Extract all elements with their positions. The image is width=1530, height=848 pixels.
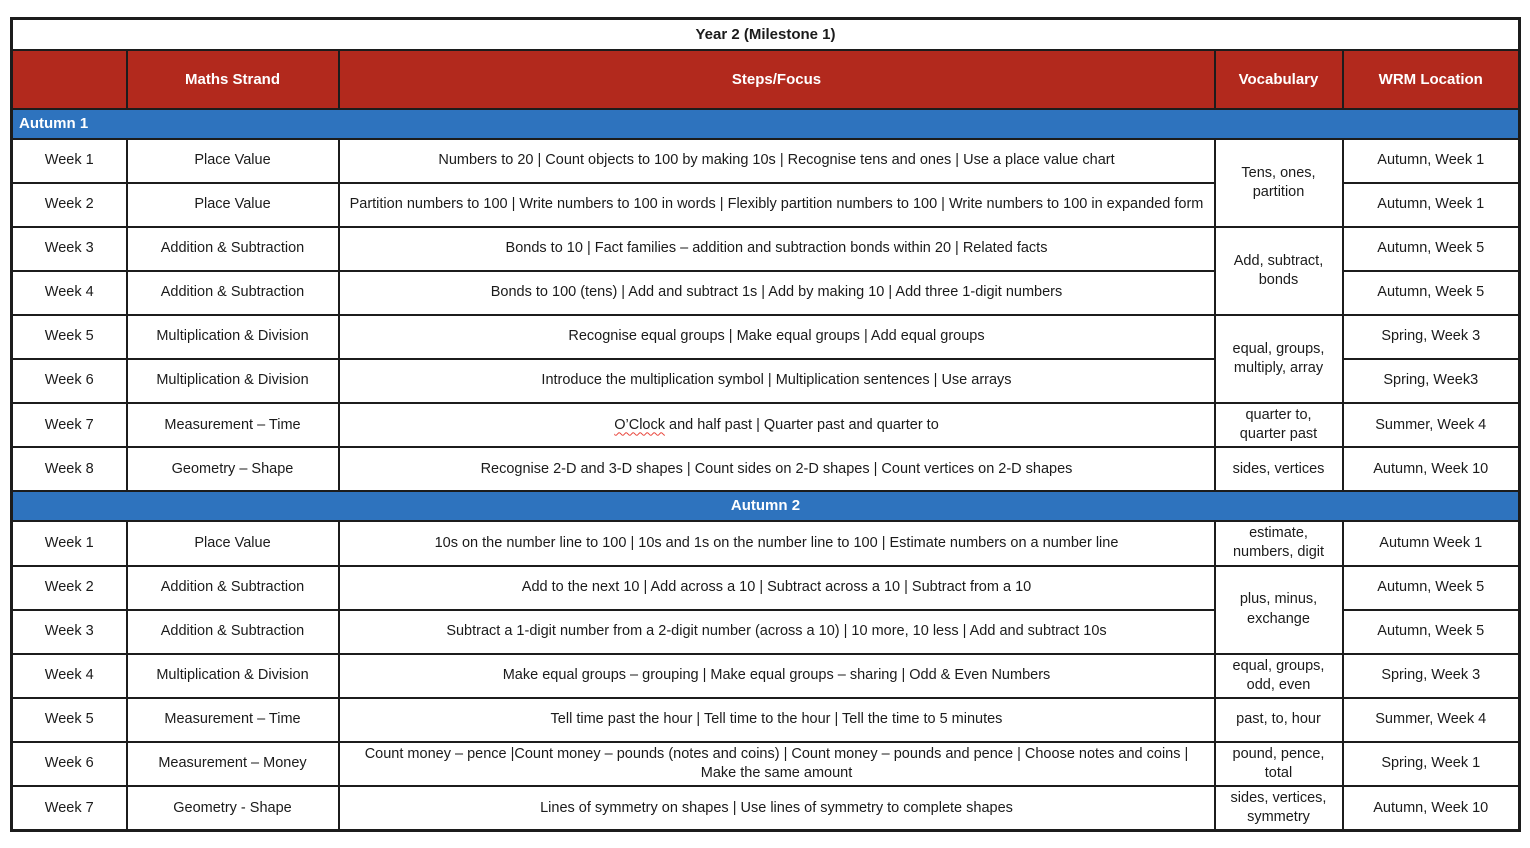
week-cell: Week 2: [12, 566, 127, 610]
section-header-autumn-1: Autumn 1: [12, 109, 1520, 139]
strand-cell: Multiplication & Division: [127, 315, 339, 359]
strand-cell: Multiplication & Division: [127, 359, 339, 403]
strand-cell: Geometry - Shape: [127, 786, 339, 831]
steps-cell: Bonds to 100 (tens) | Add and subtract 1s | Add by making 10 | Add three 1-digit numbers: [339, 271, 1215, 315]
steps-cell: Partition numbers to 100 | Write numbers to 100 in words | Flexibly partition numbers to 100 | Write numbers to 100 in expanded form: [339, 183, 1215, 227]
strand-cell: Measurement – Time: [127, 403, 339, 447]
table-row: [12, 566, 1520, 610]
column-header-row: [12, 50, 1520, 109]
steps-text: and half past | Quarter past and quarter to: [664, 416, 939, 433]
wrm-cell: Autumn, Week 10: [1343, 447, 1520, 491]
steps-cell: Recognise equal groups | Make equal groups | Add equal groups: [339, 315, 1215, 359]
strand-cell: Addition & Subtraction: [127, 227, 339, 271]
steps-cell: Count money – pence |Count money – pounds (notes and coins) | Count money – pounds and pence | Choose notes and coins | Make the same amount: [339, 742, 1215, 786]
steps-cell: Numbers to 20 | Count objects to 100 by making 10s | Recognise tens and ones | Use a place value chart: [339, 139, 1215, 183]
vocab-cell: quarter to, quarter past: [1215, 403, 1343, 447]
vocab-cell: sides, vertices: [1215, 447, 1343, 491]
week-cell: Week 4: [12, 271, 127, 315]
strand-cell: Geometry – Shape: [127, 447, 339, 491]
week-cell: Week 6: [12, 359, 127, 403]
steps-cell: [339, 403, 1215, 447]
strand-cell: Addition & Subtraction: [127, 271, 339, 315]
steps-cell: Tell time past the hour | Tell time to the hour | Tell the time to 5 minutes: [339, 698, 1215, 742]
column-header-vocabulary: Vocabulary: [1215, 50, 1343, 109]
steps-cell: 10s on the number line to 100 | 10s and 1s on the number line to 100 | Estimate numbers on a number line: [339, 521, 1215, 565]
week-cell: Week 5: [12, 698, 127, 742]
week-cell: Week 4: [12, 654, 127, 698]
strand-cell: Measurement – Money: [127, 742, 339, 786]
wrm-cell: Summer, Week 4: [1343, 698, 1520, 742]
vocab-cell: equal, groups, multiply, array: [1215, 315, 1343, 403]
table-row: [12, 521, 1520, 565]
column-header-wrm-location: WRM Location: [1343, 50, 1520, 109]
vocab-cell: plus, minus, exchange: [1215, 566, 1343, 654]
vocab-cell: equal, groups, odd, even: [1215, 654, 1343, 698]
steps-cell: Subtract a 1-digit number from a 2-digit number (across a 10) | 10 more, 10 less | Add and subtract 10s: [339, 610, 1215, 654]
table-row: [12, 698, 1520, 742]
wrm-cell: Autumn, Week 5: [1343, 227, 1520, 271]
steps-cell: Add to the next 10 | Add across a 10 | Subtract across a 10 | Subtract from a 10: [339, 566, 1215, 610]
page-title: Year 2 (Milestone 1): [12, 19, 1520, 51]
column-header-steps-focus: Steps/Focus: [339, 50, 1215, 109]
wrm-cell: Spring, Week 3: [1343, 315, 1520, 359]
wrm-cell: Summer, Week 4: [1343, 403, 1520, 447]
week-cell: Week 7: [12, 786, 127, 831]
strand-cell: Measurement – Time: [127, 698, 339, 742]
steps-cell: Make equal groups – grouping | Make equal groups – sharing | Odd & Even Numbers: [339, 654, 1215, 698]
table-row: [12, 403, 1520, 447]
misspelled-word: O’Clock: [614, 416, 665, 433]
wrm-cell: Autumn, Week 5: [1343, 566, 1520, 610]
strand-cell: Place Value: [127, 139, 339, 183]
week-cell: Week 1: [12, 139, 127, 183]
section-row: [12, 109, 1520, 139]
column-header-maths-strand: Maths Strand: [127, 50, 339, 109]
title-row: [12, 19, 1520, 51]
steps-cell: Bonds to 10 | Fact families – addition and subtraction bonds within 20 | Related facts: [339, 227, 1215, 271]
week-cell: Week 8: [12, 447, 127, 491]
week-cell: Week 6: [12, 742, 127, 786]
wrm-cell: Autumn, Week 5: [1343, 271, 1520, 315]
curriculum-table-body: [12, 109, 1520, 831]
column-header-week: [12, 50, 127, 109]
wrm-cell: Autumn, Week 10: [1343, 786, 1520, 831]
vocab-cell: pound, pence, total: [1215, 742, 1343, 786]
steps-cell: Introduce the multiplication symbol | Multiplication sentences | Use arrays: [339, 359, 1215, 403]
strand-cell: Multiplication & Division: [127, 654, 339, 698]
table-row: [12, 654, 1520, 698]
wrm-cell: Spring, Week 1: [1343, 742, 1520, 786]
table-row: [12, 227, 1520, 271]
week-cell: Week 2: [12, 183, 127, 227]
week-cell: Week 7: [12, 403, 127, 447]
vocab-cell: Tens, ones, partition: [1215, 139, 1343, 227]
vocab-cell: estimate, numbers, digit: [1215, 521, 1343, 565]
strand-cell: Addition & Subtraction: [127, 610, 339, 654]
strand-cell: Addition & Subtraction: [127, 566, 339, 610]
table-row: [12, 315, 1520, 359]
steps-cell: Lines of symmetry on shapes | Use lines of symmetry to complete shapes: [339, 786, 1215, 831]
wrm-cell: Autumn, Week 1: [1343, 139, 1520, 183]
table-row: [12, 139, 1520, 183]
week-cell: Week 3: [12, 610, 127, 654]
wrm-cell: Autumn, Week 1: [1343, 183, 1520, 227]
vocab-cell: Add, subtract, bonds: [1215, 227, 1343, 315]
section-row: [12, 491, 1520, 521]
table-row: [12, 447, 1520, 491]
vocab-cell: past, to, hour: [1215, 698, 1343, 742]
strand-cell: Place Value: [127, 521, 339, 565]
week-cell: Week 1: [12, 521, 127, 565]
wrm-cell: Autumn, Week 5: [1343, 610, 1520, 654]
wrm-cell: Spring, Week 3: [1343, 654, 1520, 698]
table-row: [12, 786, 1520, 831]
steps-cell: Recognise 2-D and 3-D shapes | Count sides on 2-D shapes | Count vertices on 2-D shapes: [339, 447, 1215, 491]
wrm-cell: Autumn Week 1: [1343, 521, 1520, 565]
vocab-cell: sides, vertices, symmetry: [1215, 786, 1343, 831]
week-cell: Week 3: [12, 227, 127, 271]
wrm-cell: Spring, Week3: [1343, 359, 1520, 403]
strand-cell: Place Value: [127, 183, 339, 227]
curriculum-table: [10, 17, 1521, 832]
week-cell: Week 5: [12, 315, 127, 359]
table-row: [12, 742, 1520, 786]
section-header-autumn-2: Autumn 2: [12, 491, 1520, 521]
